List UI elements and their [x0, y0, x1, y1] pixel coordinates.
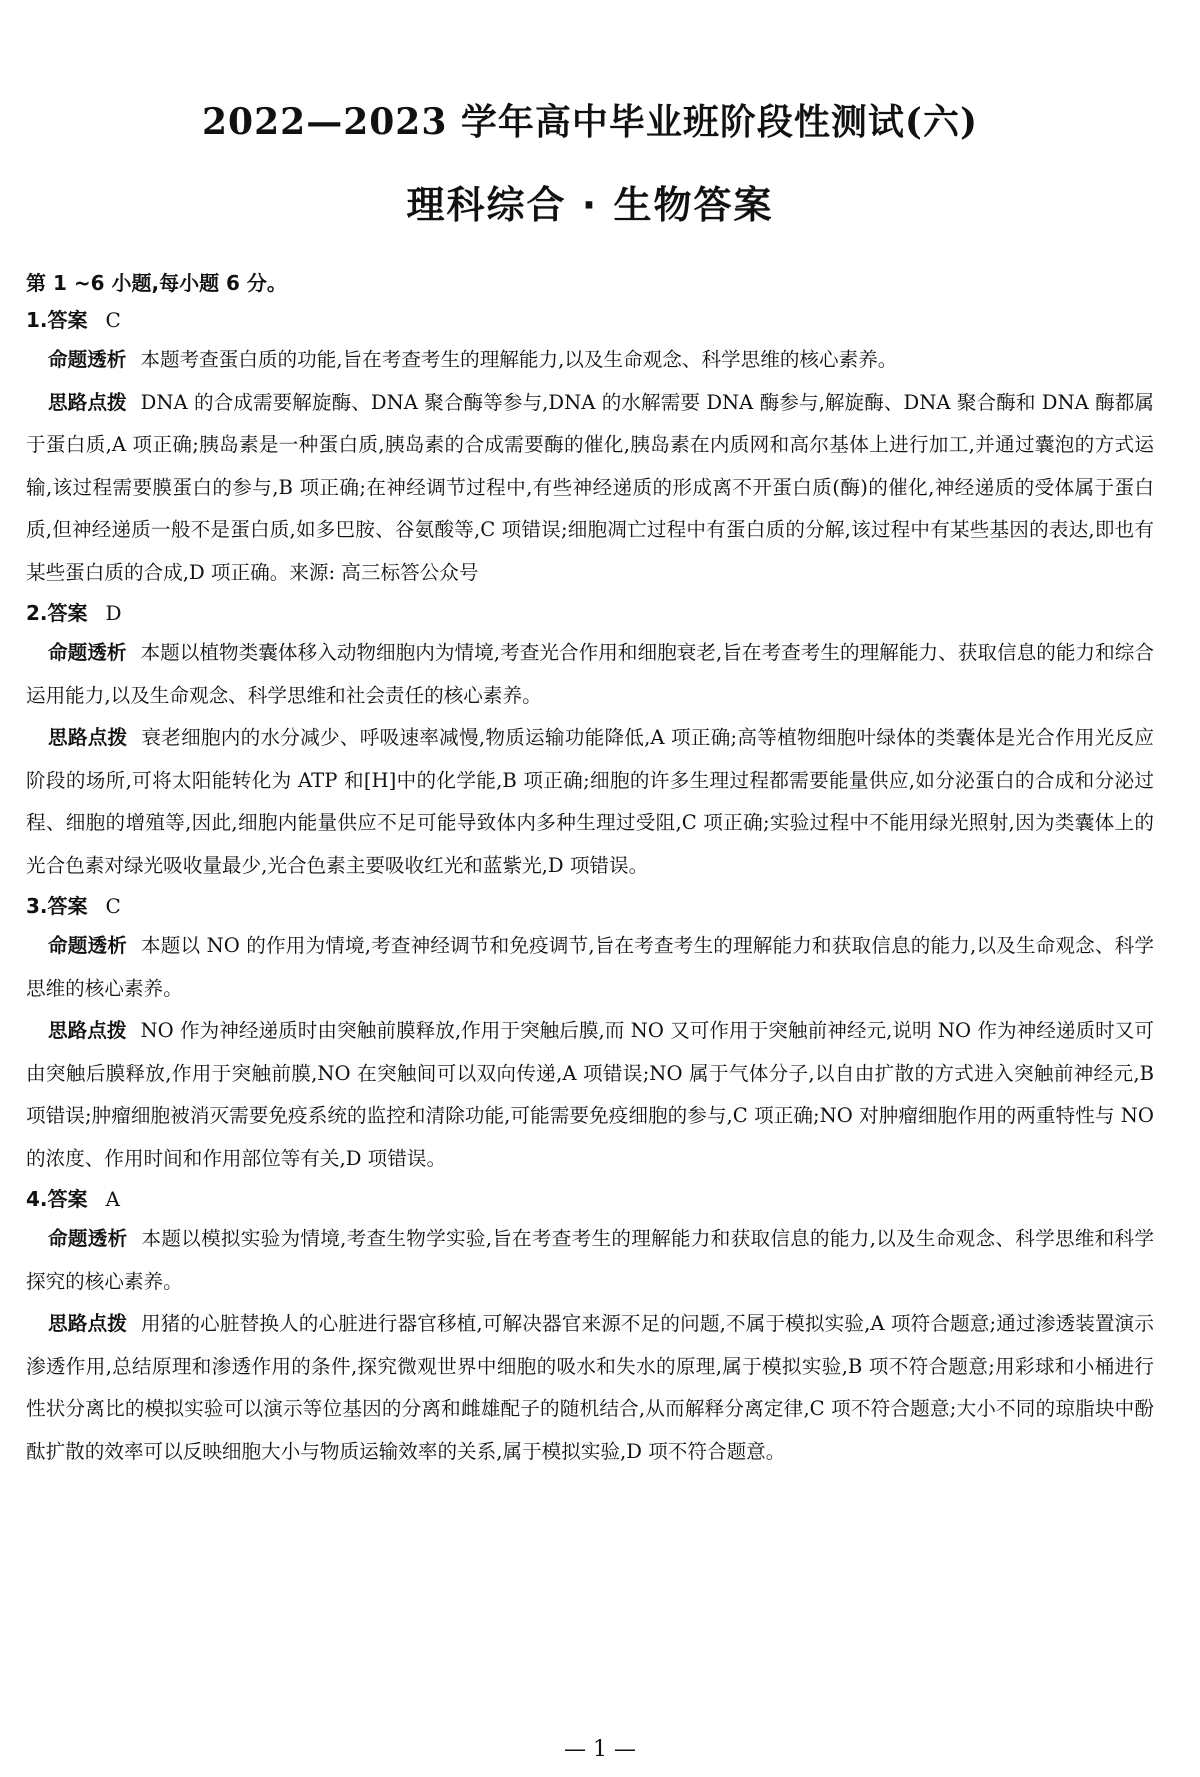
question-number: 4.	[26, 1187, 48, 1211]
reasoning-label: 思路点拨	[48, 390, 127, 414]
question-number: 1.	[26, 308, 48, 332]
analysis-label: 命题透析	[48, 348, 127, 371]
question-number: 2.	[26, 601, 48, 625]
answer-value: C	[105, 894, 121, 918]
page-number: — 1 —	[564, 1737, 636, 1762]
analysis-text: 本题考查蛋白质的功能,旨在考查考生的理解能力,以及生命观念、科学思维的核心素养。	[140, 348, 898, 371]
reasoning-label: 思路点拨	[48, 1019, 127, 1042]
analysis-paragraph	[26, 925, 1154, 1010]
answer-label: 答案	[47, 601, 88, 625]
reasoning-paragraph	[26, 717, 1154, 887]
answer-line	[26, 301, 1154, 339]
analysis-text: 本题以模拟实验为情境,考查生物学实验,旨在考查考生的理解能力和获取信息的能力,以及生命观念、科学思维和科学探究的核心素养。	[26, 1227, 1155, 1293]
reasoning-paragraph	[26, 1303, 1154, 1473]
answer-value: C	[105, 308, 121, 332]
question-number: 3.	[26, 894, 48, 918]
reasoning-paragraph	[26, 382, 1154, 595]
question-4	[26, 1180, 1154, 1473]
reasoning-paragraph	[26, 1010, 1154, 1180]
question-3	[26, 887, 1154, 1180]
answer-line	[26, 594, 1154, 632]
question-2	[26, 594, 1154, 887]
analysis-paragraph	[26, 1218, 1154, 1303]
document-title: 2022—2023 学年高中毕业班阶段性测试(六)	[202, 101, 978, 143]
analysis-label: 命题透析	[48, 1227, 128, 1250]
answer-line	[26, 887, 1154, 925]
analysis-text: 本题以 NO 的作用为情境,考查神经调节和免疫调节,旨在考查考生的理解能力和获取信息的能力,以及生命观念、科学思维的核心素养。	[26, 934, 1155, 1000]
reasoning-label: 思路点拨	[48, 726, 128, 749]
reasoning-label: 思路点拨	[48, 1312, 127, 1335]
analysis-paragraph	[26, 339, 1154, 382]
answer-label: 答案	[47, 308, 88, 332]
reasoning-text: DNA 的合成需要解旋酶、DNA 聚合酶等参与,DNA 的水解需要 DNA 酶参与,解旋酶、DNA 聚合酶和 DNA 酶都属于蛋白质,A 项正确;胰岛素是一种蛋白质,胰岛素的合成需要酶的催化,胰岛素在内质网和高尔基体上进行加工,并通过囊泡的方式运输,该过程需要膜蛋白的参与,B 项正确;在神经调节过程中,有些神经递质的形成离不开蛋白质(酶)的催化,神经递质的受体属于蛋白质,但神经递质一般不是蛋白质,如多巴胺、谷氨酸等,C 项错误;细胞凋亡过程中有蛋白质的分解,该过程中有某些基因的表达,即也有某些蛋白质的合成,D 项正确。来源: 高三标答公众号	[26, 390, 1155, 584]
section-intro: 第 1 ~6 小题,每小题 6 分。	[26, 271, 287, 295]
answer-label: 答案	[47, 1187, 88, 1211]
answer-label: 答案	[47, 894, 88, 918]
question-1	[26, 301, 1154, 594]
document-subtitle: 理科综合 · 生物答案	[406, 183, 774, 227]
analysis-label: 命题透析	[48, 641, 127, 664]
analysis-text: 本题以植物类囊体移入动物细胞内为情境,考查光合作用和细胞衰老,旨在考查考生的理解能力、获取信息的能力和综合运用能力,以及生命观念、科学思维和社会责任的核心素养。	[26, 641, 1154, 707]
answer-value: D	[105, 601, 122, 625]
reasoning-text: 用猪的心脏替换人的心脏进行器官移植,可解决器官来源不足的问题,不属于模拟实验,A 项符合题意;通过渗透装置演示渗透作用,总结原理和渗透作用的条件,探究微观世界中细胞的吸水和失水的原理,属于模拟实验,B 项不符合题意;用彩球和小桶进行性状分离比的模拟实验可以演示等位基因的分离和雌雄配子的随机结合,从而解释分离定律,C 项不符合题意;大小不同的琼脂块中酚酞扩散的效率可以反映细胞大小与物质运输效率的关系,属于模拟实验,D 项不符合题意。	[26, 1312, 1154, 1463]
analysis-paragraph	[26, 632, 1154, 717]
answer-line	[26, 1180, 1154, 1218]
reasoning-text: 衰老细胞内的水分减少、呼吸速率减慢,物质运输功能降低,A 项正确;高等植物细胞叶绿体的类囊体是光合作用光反应阶段的场所,可将太阳能转化为 ATP 和[H]中的化学能,B 项正确;细胞的许多生理过程都需要能量供应,如分泌蛋白的合成和分泌过程、细胞的增殖等,因此,细胞内能量供应不足可能导致体内多种生理过受阻,C 项正确;实验过程中不能用绿光照射,因为类囊体上的光合色素对绿光吸收量最少,光合色素主要吸收红光和蓝紫光,D 项错误。	[26, 726, 1155, 877]
answer-value: A	[105, 1187, 120, 1211]
reasoning-text: NO 作为神经递质时由突触前膜释放,作用于突触后膜,而 NO 又可作用于突触前神经元,说明 NO 作为神经递质时又可由突触后膜释放,作用于突触前膜,NO 在突触间可以双向传递,A 项错误;NO 属于气体分子,以自由扩散的方式进入突触前神经元,B 项错误;肿瘤细胞被消灭需要免疫系统的监控和清除功能,可能需要免疫细胞的参与,C 项正确;NO 对肿瘤细胞作用的两重特性与 NO 的浓度、作用时间和作用部位等有关,D 项错误。	[26, 1019, 1155, 1170]
analysis-label: 命题透析	[48, 934, 128, 957]
